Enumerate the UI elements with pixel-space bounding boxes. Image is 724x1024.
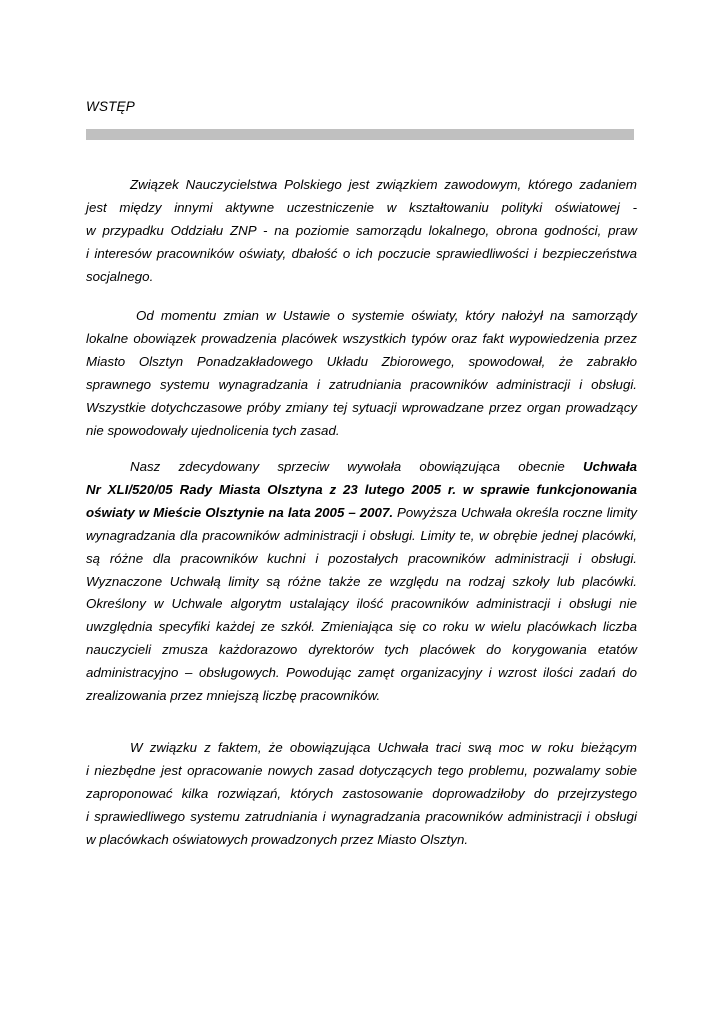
paragraph-line: nauczycieli zmusza każdorazowo dyrektorów tych placówek do korygowania etatów [86, 642, 637, 658]
paragraph-line: i niezbędne jest opracowanie nowych zasad dotyczących tego problemu, pozwalamy sobie [86, 762, 637, 778]
resolution-name-bold: Uchwała [583, 459, 637, 474]
paragraph-4 [86, 737, 637, 852]
paragraph-line: Miasto Olsztyn Ponadzakładowego Układu Zbiorowego, spowodował, że zabrakło [86, 353, 637, 369]
heading-divider [86, 129, 634, 140]
paragraph-3 [86, 456, 637, 708]
paragraph-line: zrealizowania przez mniejszą liczbę pracowników. [86, 688, 381, 704]
paragraph-line: W związku z faktem, że obowiązująca Uchwała traci swą moc w roku bieżącym [130, 740, 637, 755]
resolution-name-bold: Nr XLI/520/05 Rady Miasta Olsztyna z 23 lutego 2005 r. w sprawie funkcjonowania [86, 481, 637, 497]
paragraph-2 [86, 305, 637, 442]
paragraph-line: zaproponować kilka rozwiązań, których zastosowanie doprowadziłoby do przejrzystego [86, 785, 637, 801]
paragraph-1 [86, 174, 637, 289]
paragraph-line: i sprawiedliwego systemu zatrudniania i wynagradzania pracowników administracji i obsługi [86, 808, 637, 824]
paragraph-line [86, 479, 637, 502]
paragraph-line: wynagradzania dla pracowników administracji i obsługi. Limity te, w obrębie jednej placówki, [86, 527, 637, 543]
paragraph-line: Związek Nauczycielstwa Polskiego jest związkiem zawodowym, którego zadaniem [130, 177, 637, 192]
paragraph-line: Wszystkie dotychczasowe próby zmiany tej sytuacji wprowadzane przez organ prowadzący [86, 399, 637, 415]
paragraph-line: uwzględnia specyfiki każdej ze szkół. Zmieniająca się co roku w wielu placówkach liczba [86, 619, 637, 635]
paragraph-line: Nasz zdecydowany sprzeciw wywołała obowiązująca obecnie Uchwała [130, 459, 637, 474]
paragraph-line: oświaty w Mieście Olsztynie na lata 2005 – 2007. Powyższa Uchwała określa roczne limity [86, 504, 637, 520]
paragraph-line: i interesów pracowników oświaty, dbałość o ich poczucie sprawiedliwości i bezpieczeństwa [86, 245, 637, 261]
paragraph-line: Wyznaczone Uchwałą limity są różne także ze względu na rodzaj szkoły lub placówki. [86, 573, 637, 589]
paragraph-line: w przypadku Oddziału ZNP - na poziomie samorządu lokalnego, obrona godności, praw [86, 222, 637, 238]
resolution-name-bold: oświaty w Mieście Olsztynie na lata 2005 – 2007. [86, 504, 394, 520]
paragraph-line: administracyjno – obsługowych. Powodując zamęt organizacyjny i wzrost ilości zadań do [86, 665, 637, 681]
paragraph-line: Od momentu zmian w Ustawie o systemie oświaty, który nałożył na samorządy [136, 308, 637, 323]
paragraph-line: lokalne obowiązek prowadzenia placówek wszystkich typów oraz fakt wypowiedzenia przez [86, 330, 637, 346]
paragraph-line: nie spowodowały ujednolicenia tych zasad. [86, 422, 340, 438]
paragraph-line: są różne dla pracowników kuchni i pozostałych pracowników administracji i obsługi. [86, 550, 637, 566]
paragraph-line: jest między innymi aktywne uczestniczenie w kształtowaniu polityki oświatowej - [86, 199, 637, 215]
paragraph-line: w placówkach oświatowych prowadzonych przez Miasto Olsztyn. [86, 831, 469, 847]
paragraph-line: Określony w Uchwale algorytm ustalający ilość pracowników administracji i obsługi nie [86, 596, 637, 612]
paragraph-line: socjalnego. [86, 268, 154, 284]
document-heading: WSTĘP [86, 99, 136, 114]
paragraph-line: sprawnego systemu wynagradzania i zatrudniania pracowników administracji i obsługi. [86, 376, 637, 392]
